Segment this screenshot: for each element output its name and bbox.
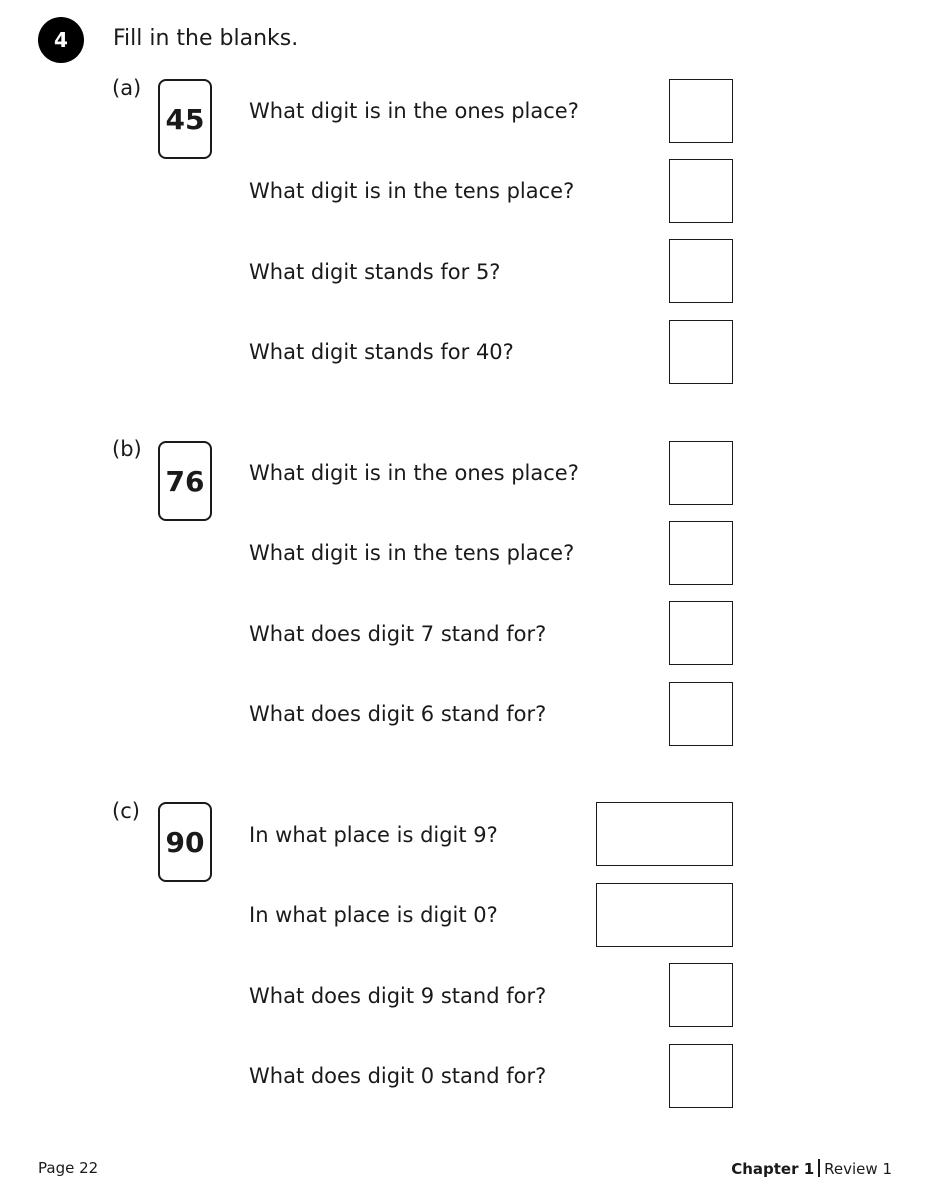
question-c-2: In what place is digit 0? bbox=[249, 903, 498, 927]
chapter-footer bbox=[731, 1159, 892, 1178]
part-label-c: (c) bbox=[112, 799, 140, 823]
answer-box-c-2[interactable] bbox=[596, 883, 733, 947]
question-a-4: What digit stands for 40? bbox=[249, 340, 514, 364]
question-b-3: What does digit 7 stand for? bbox=[249, 622, 547, 646]
answer-box-c-1[interactable] bbox=[596, 802, 733, 866]
section-label: Review 1 bbox=[824, 1160, 892, 1178]
question-c-4: What does digit 0 stand for? bbox=[249, 1064, 547, 1088]
question-a-2: What digit is in the tens place? bbox=[249, 179, 575, 203]
part-label-a: (a) bbox=[112, 76, 142, 100]
answer-box-b-3[interactable] bbox=[669, 601, 733, 665]
number-card-a: 45 bbox=[158, 79, 212, 159]
chapter-label: Chapter 1 bbox=[731, 1160, 815, 1178]
question-c-3: What does digit 9 stand for? bbox=[249, 984, 547, 1008]
answer-box-b-2[interactable] bbox=[669, 521, 733, 585]
answer-box-c-3[interactable] bbox=[669, 963, 733, 1027]
answer-box-a-4[interactable] bbox=[669, 320, 733, 384]
part-label-b: (b) bbox=[112, 437, 142, 461]
answer-box-a-1[interactable] bbox=[669, 79, 733, 143]
answer-box-a-3[interactable] bbox=[669, 239, 733, 303]
question-b-2: What digit is in the tens place? bbox=[249, 541, 575, 565]
question-b-4: What does digit 6 stand for? bbox=[249, 702, 547, 726]
question-c-1: In what place is digit 9? bbox=[249, 823, 498, 847]
footer-divider bbox=[818, 1159, 820, 1177]
page-number: Page 22 bbox=[38, 1159, 99, 1177]
question-number-badge: 4 bbox=[38, 17, 84, 63]
question-a-1: What digit is in the ones place? bbox=[249, 99, 579, 123]
answer-box-b-1[interactable] bbox=[669, 441, 733, 505]
number-card-c: 90 bbox=[158, 802, 212, 882]
question-b-1: What digit is in the ones place? bbox=[249, 461, 579, 485]
answer-box-b-4[interactable] bbox=[669, 682, 733, 746]
instruction-text: Fill in the blanks. bbox=[113, 26, 299, 51]
answer-box-a-2[interactable] bbox=[669, 159, 733, 223]
answer-box-c-4[interactable] bbox=[669, 1044, 733, 1108]
question-a-3: What digit stands for 5? bbox=[249, 260, 501, 284]
number-card-b: 76 bbox=[158, 441, 212, 521]
